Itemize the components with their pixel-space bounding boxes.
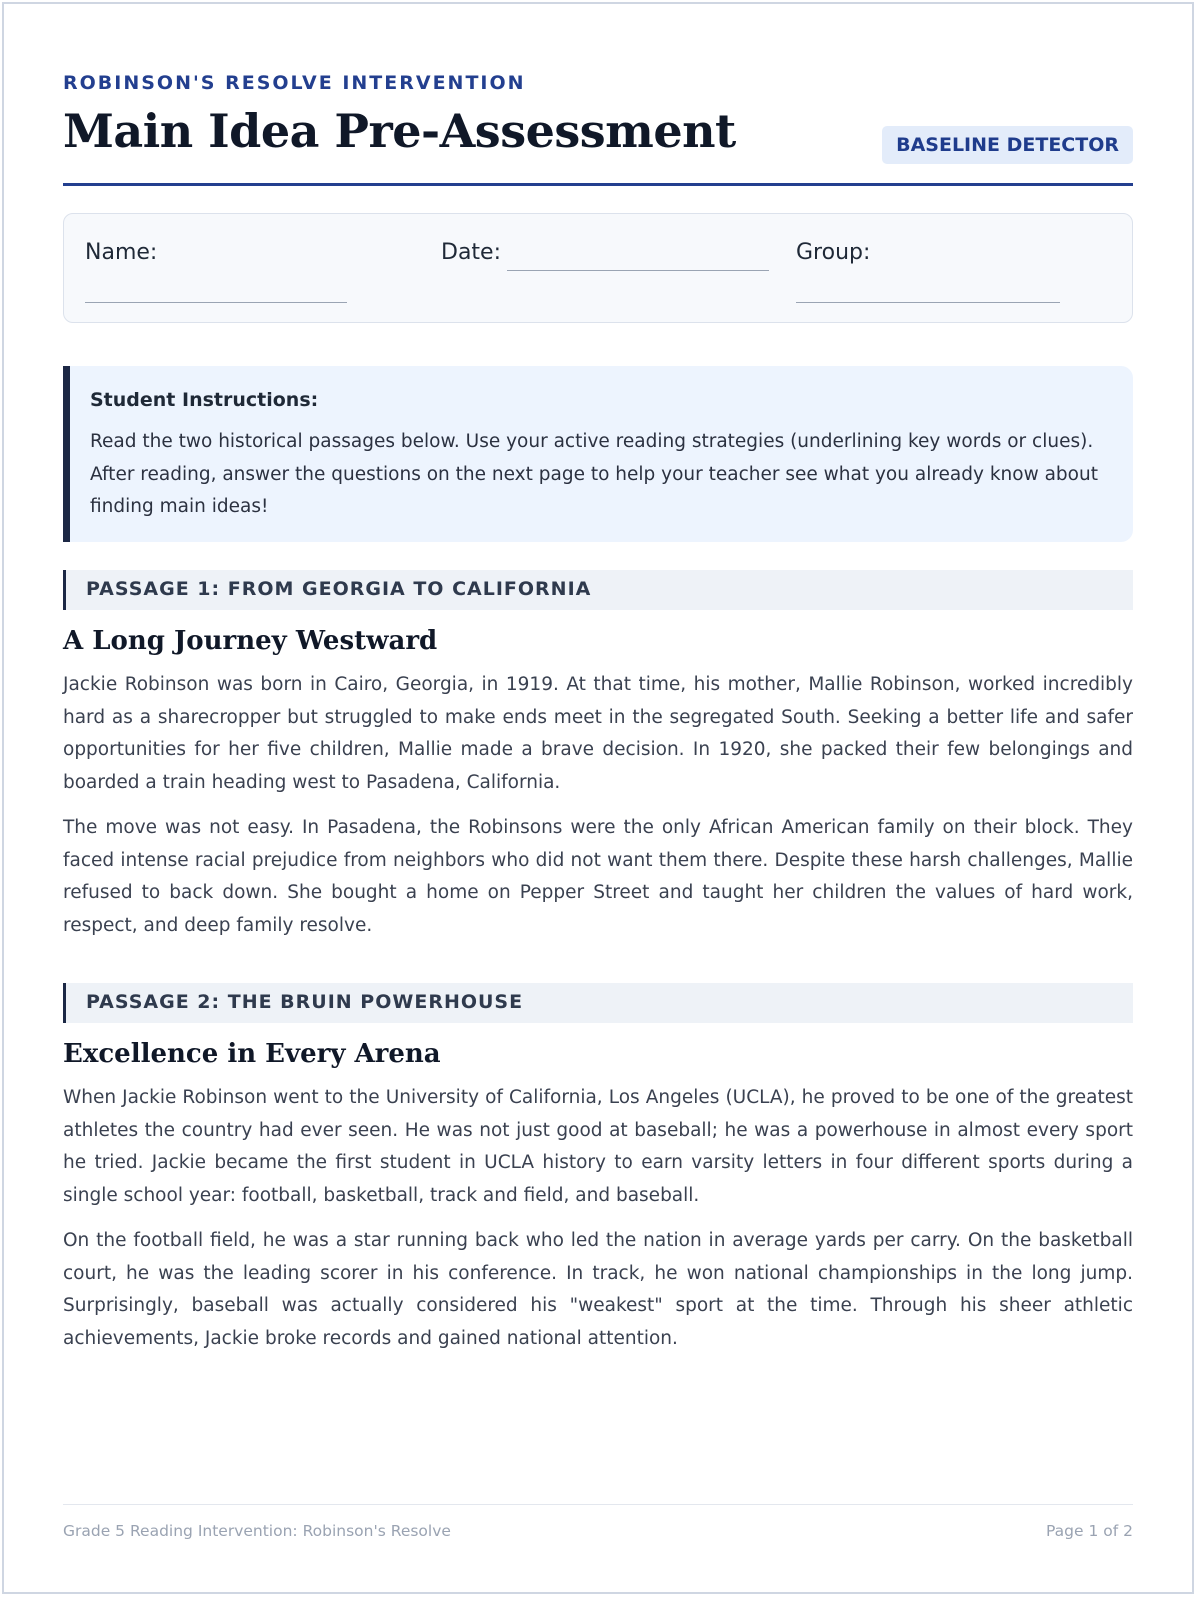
passage-2-section-bar — [63, 983, 1133, 1023]
instructions-heading: Student Instructions: — [90, 389, 319, 411]
name-field[interactable] — [85, 302, 347, 303]
passage-1-title: A Long Journey Westward — [63, 626, 438, 656]
header-divider — [63, 183, 1133, 186]
passage-2-section-label: PASSAGE 2: THE BRUIN POWERHOUSE — [86, 991, 524, 1013]
unit-eyebrow: ROBINSON'S RESOLVE INTERVENTION — [63, 72, 526, 94]
passage-2-title: Excellence in Every Arena — [63, 1039, 441, 1069]
passage-2-paragraph-2: On the football field, he was a star running back who led the nation in average yards per carry. On the basketball court, he was the leading scorer in his conference. In track, he won national championships in the long jump. Surprisingly, baseball was actually considered his "weakest" sport at the time. Through his sheer athletic achievements, Jackie broke records and gained national attention. — [63, 1230, 1133, 1349]
baseline-badge: BASELINE DETECTOR — [882, 126, 1133, 164]
worksheet-page — [2, 2, 1194, 1594]
instructions-body: Read the two historical passages below. Use your active reading strategies (underlining key words or clues). After reading, answer the questions on the next page to help your teacher see what you already know about finding main ideas! — [90, 431, 1098, 517]
footer-divider — [63, 1504, 1133, 1505]
passage-1-section-label: PASSAGE 1: FROM GEORGIA TO CALIFORNIA — [86, 578, 592, 600]
passage-1-paragraph-1: Jackie Robinson was born in Cairo, Georgia, in 1919. At that time, his mother, Mallie Robinson, worked incredibly hard as a sharecropper but struggled to make ends meet in the segregated South. Seeking a better life and safer opportunities for her five children, Mallie made a brave decision. In 1920, she packed their few belongings and boarded a train heading west to Pasadena, California. — [63, 674, 1133, 793]
page-title: Main Idea Pre-Assessment — [63, 104, 736, 158]
group-label: Group: — [796, 240, 871, 265]
footer-course-label: Grade 5 Reading Intervention: Robinson's Resolve — [63, 1522, 451, 1540]
date-field[interactable] — [507, 270, 769, 271]
student-info-card — [63, 213, 1133, 323]
date-label: Date: — [441, 240, 501, 265]
passage-1-section-bar — [63, 570, 1133, 610]
name-label: Name: — [85, 240, 158, 265]
group-field[interactable] — [796, 302, 1060, 303]
passage-2-paragraph-1: When Jackie Robinson went to the University of California, Los Angeles (UCLA), he proved to be one of the greatest athletes the country had ever seen. He was not just good at baseball; he was a powerhouse in almost every sport he tried. Jackie became the first student in UCLA history to earn varsity letters in four different sports during a single school year: football, basketball, track and field, and baseball. — [63, 1087, 1133, 1206]
page-content — [63, 4, 1133, 1592]
passage-1-paragraph-2: The move was not easy. In Pasadena, the Robinsons were the only African American family on their block. They faced intense racial prejudice from neighbors who did not want them there. Despite these harsh challenges, Mallie refused to back down. She bought a home on Pepper Street and taught her children the values of hard work, respect, and deep family resolve. — [63, 817, 1133, 936]
page-number: Page 1 of 2 — [1046, 1522, 1133, 1540]
instructions-box — [63, 366, 1133, 542]
